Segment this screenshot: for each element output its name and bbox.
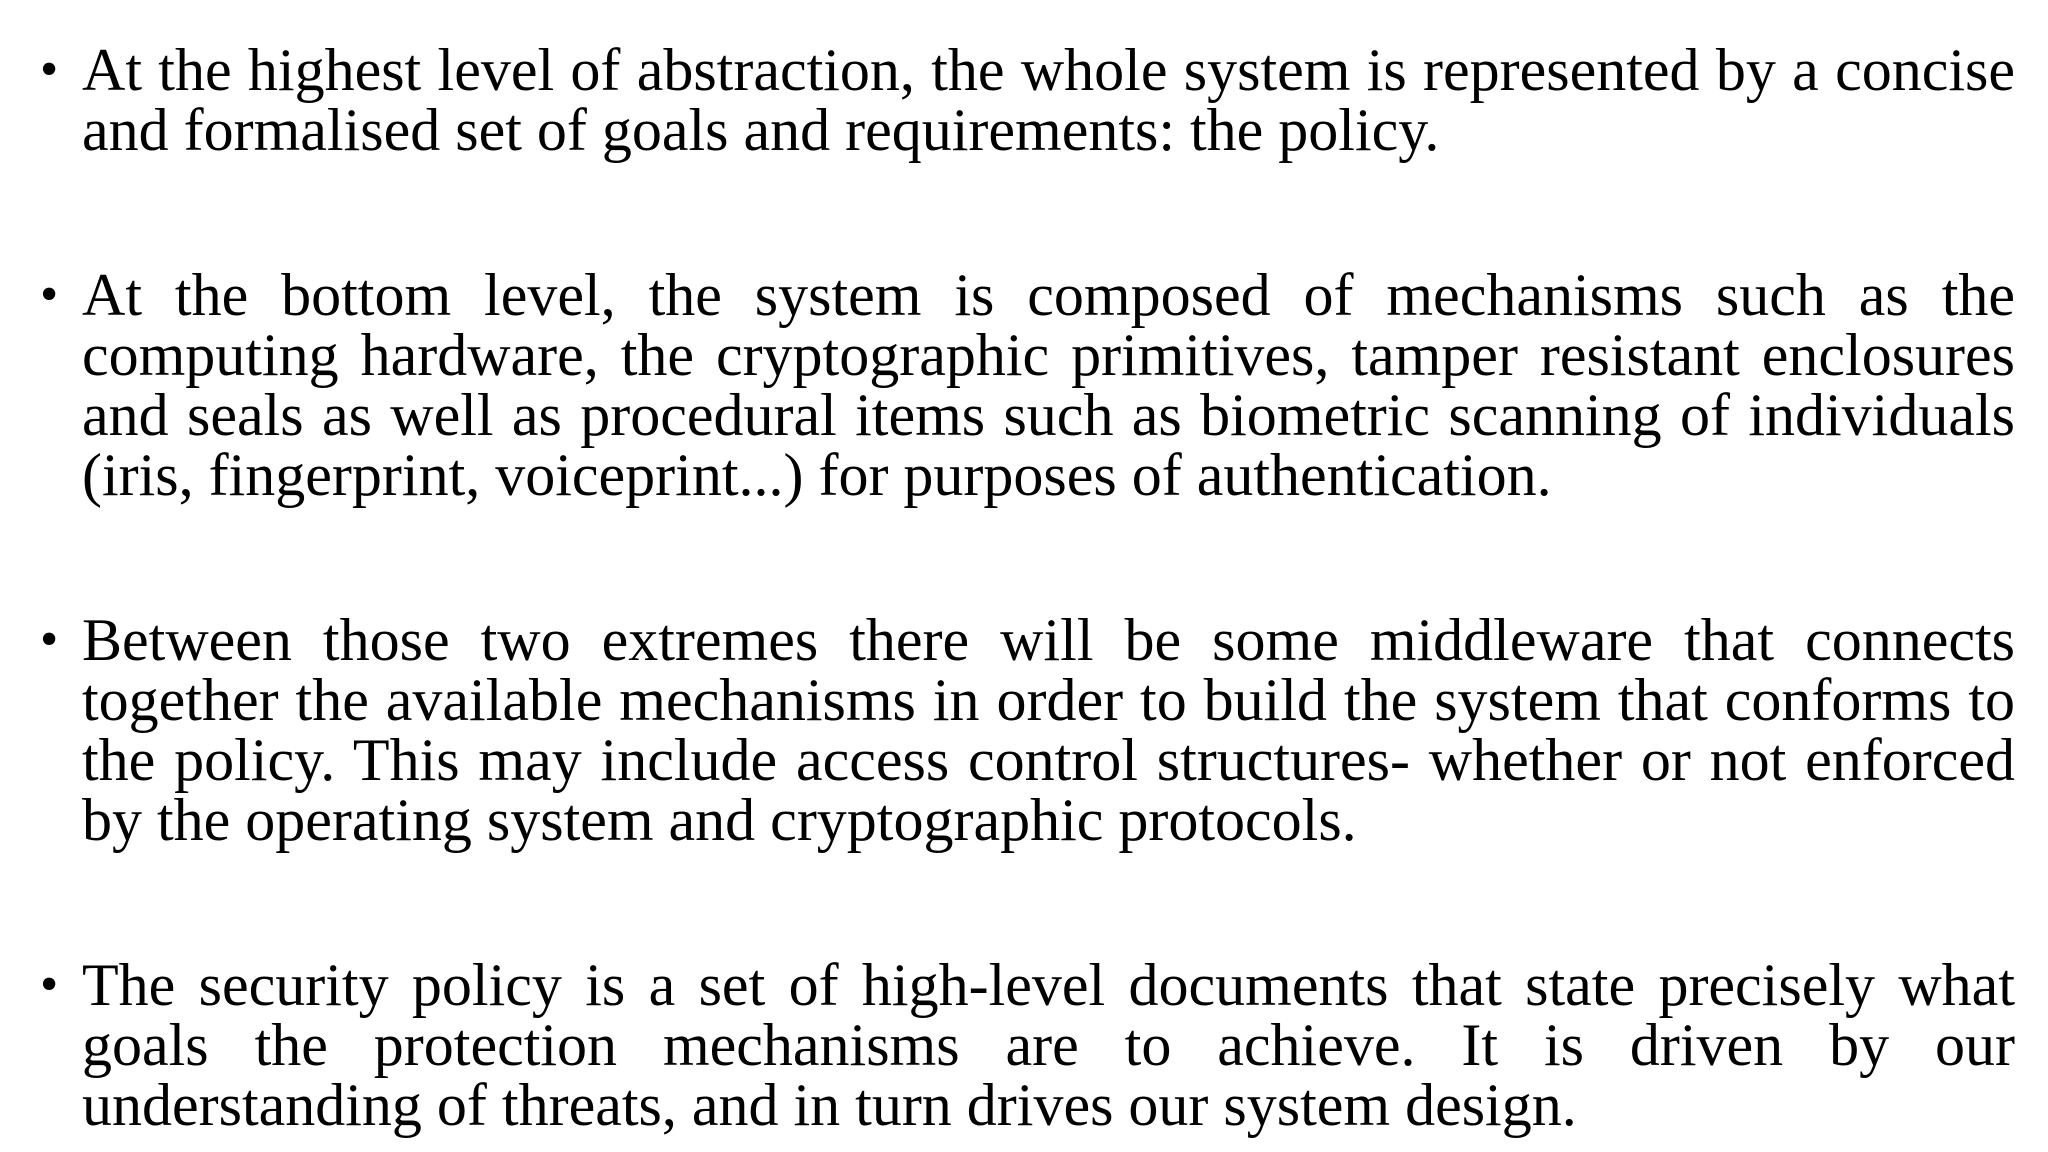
bullet-marker: • [40,611,59,668]
bullet-marker: • [40,266,59,323]
bullet-marker: • [40,956,59,1013]
bullet-item-mechanisms [40,262,2015,508]
bullet-item-middleware [40,607,2015,853]
bullet-item-policy-abstraction [40,37,2015,163]
bullet-item-security-policy [40,952,2015,1138]
bullet-text: At the bottom level, the system is composed of mechanisms such as the computing hardware, the cryptographic primitives, tamper resistant enclosures and seals as well as procedural items such as biometric scanning of individuals (iris, fingerprint, voiceprint...) for purposes of authentication. [82,262,2015,508]
bullet-marker: • [40,41,59,98]
bullet-text: At the highest level of abstraction, the whole system is represented by a concise and formalised set of goals and requirements: the policy. [82,37,2015,163]
bullet-list [40,37,2015,1138]
bullet-text: The security policy is a set of high-level documents that state precisely what goals the protection mechanisms are to achieve. It is driven by our understanding of threats, and in turn drives our system design. [82,952,2015,1138]
bullet-text: Between those two extremes there will be some middleware that connects together the available mechanisms in order to build the system that conforms to the policy. This may include access control structures- whether or not enforced by the operating system and cryptographic protocols. [82,607,2015,853]
